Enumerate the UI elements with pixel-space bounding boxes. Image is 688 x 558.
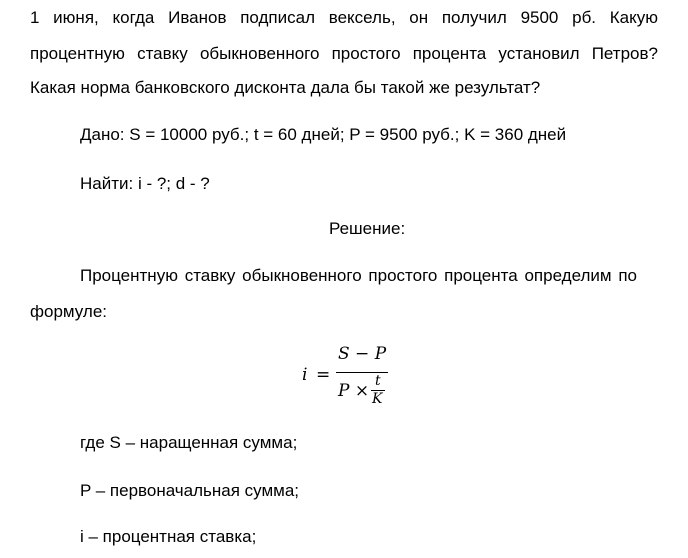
definition-i: i – процентная ставка; <box>80 527 257 546</box>
interest-rate-formula <box>296 340 406 410</box>
intro-line-1: Процентную ставку обыкновенного простого процента определим по <box>80 266 637 285</box>
formula-numerator: S − P <box>338 344 387 364</box>
formula-inner-numerator: t <box>375 373 381 389</box>
formula-lhs: i <box>302 365 308 385</box>
definition-p: P – первоначальная сумма; <box>80 481 300 500</box>
given-line: Дано: S = 10000 руб.; t = 60 дней; P = 9500 руб.; K = 360 дней <box>80 125 567 144</box>
problem-line-2: процентную ставку обыкновенного простого процента установил Петров? <box>30 44 658 63</box>
find-line: Найти: i - ?; d - ? <box>80 174 210 193</box>
problem-line-3: Какая норма банковского дисконта дала бы такой же результат? <box>30 78 541 97</box>
definition-s: где S – наращенная сумма; <box>80 433 298 452</box>
formula-denominator-left: P × <box>338 381 370 401</box>
formula-equals: = <box>316 365 331 385</box>
intro-line-2: формуле: <box>30 302 107 321</box>
solution-heading: Решение: <box>329 219 406 238</box>
problem-line-1: 1 июня, когда Иванов подписал вексель, он получил 9500 рб. Какую <box>30 8 658 27</box>
formula-inner-denominator: K <box>372 391 383 407</box>
